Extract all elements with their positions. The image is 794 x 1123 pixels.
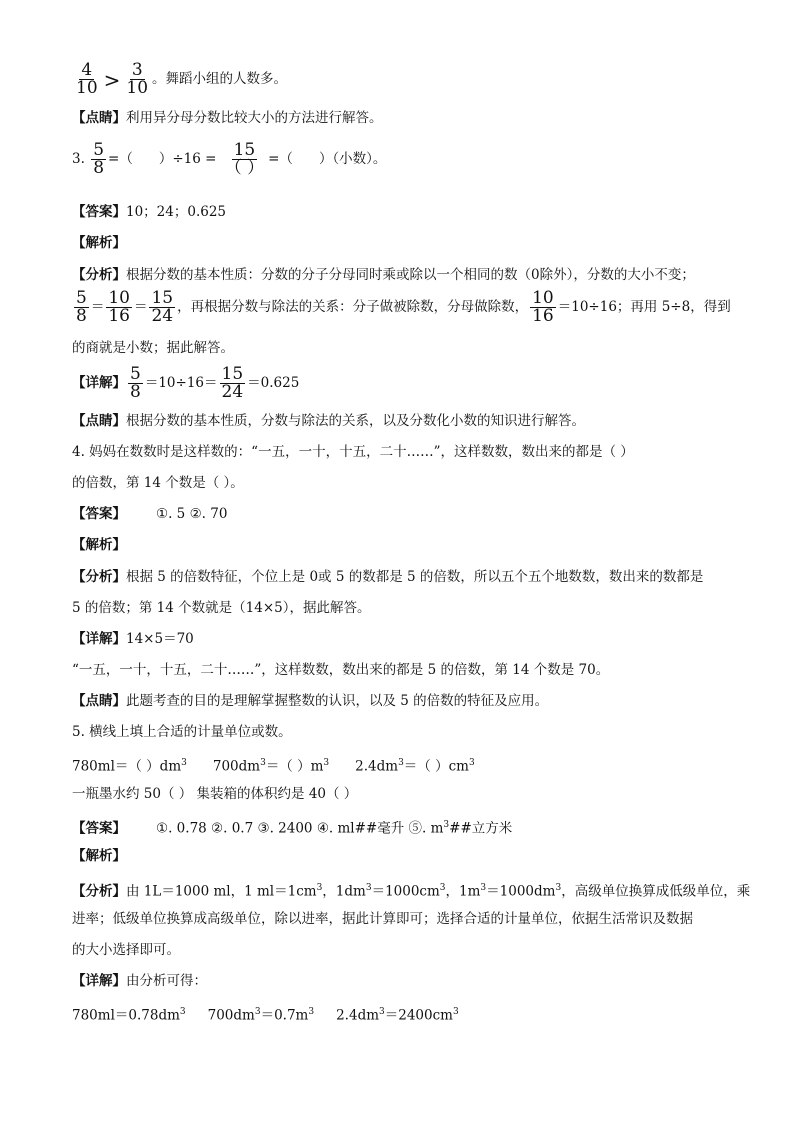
fraction-10-16: $\frac{10}{16}$ xyxy=(532,288,554,326)
q3-answer-line xyxy=(72,202,226,222)
q5-title-line: 5. 横线上填上合适的计量单位或数。 xyxy=(72,724,292,740)
q3-number: 3. xyxy=(72,151,85,167)
q5-row-2: 一瓶墨水约 50（ ） 集装箱的体积约是 40（ ） xyxy=(72,786,358,802)
q3-analysis-line-3: 的商就是小数；据此解答。 xyxy=(72,340,234,356)
greater-than-sign: > xyxy=(103,67,121,92)
q3-tip-line: 【点睛】根据分数的基本性质，分数与除法的关系，以及分数化小数的知识进行解答。 xyxy=(72,413,585,429)
q4-tip-line: 【点睛】此题考查的目的是理解掌握整数的认识，以及 5 的倍数的特征及应用。 xyxy=(72,693,549,709)
q3-question-line: 3. $\frac{5}{8}$ =（ ）÷16 = $\frac{15}{( )}$ =（ ）（小数）。 xyxy=(72,140,387,178)
q4-analysis-line-2: 5 的倍数；第 14 个数就是（14×5），据此解答。 xyxy=(72,600,371,616)
detail-tag: 【详解】 xyxy=(72,973,126,989)
q4-analysis-tag: 【解析】 xyxy=(72,537,126,553)
fraction-15-blank: $\frac{15}{( )}$ xyxy=(224,140,265,178)
q4-question-line-1: 4. 妈妈在数数时是这样数的：“一五，一十，十五，二十……”，这样数数，数出来的都是（ ） xyxy=(72,444,634,460)
fraction-15-24: $\frac{15}{24}$ xyxy=(221,364,244,402)
analysis-sub-tag: 【分析】 xyxy=(72,267,126,283)
detail-tag: 【详解】 xyxy=(72,631,126,647)
fraction-3-10: $\frac{3}{10}$ xyxy=(126,60,149,98)
q4-question-line-2: 的倍数，第 14 个数是（ ）。 xyxy=(72,475,244,491)
fraction-4-10: $\frac{4}{10}$ xyxy=(76,60,98,98)
tip-tag: 【点睛】 xyxy=(72,110,126,126)
q5-detail-line-2: $780ml=0.78dm^3$ $700dm^3=0.7m^3$ $2.4dm^3=2400cm^3$ xyxy=(72,1007,459,1024)
q5-row-1: 780ml＝（ ）$dm^3$ $700dm^3=$（ ）$m^3$ $2.4dm^3=$（ ）$cm^3$ xyxy=(72,758,475,775)
q5-answer-line: 【答案】 ①. 0.78 ②. 0.7 ③. 2400 ④. ml##毫升 ⑤. $m^3\#\#$立方米 xyxy=(72,820,513,837)
fraction-5-8: $\frac{5}{8}$ xyxy=(76,288,87,326)
q3-analysis-tag: 【解析】 xyxy=(72,235,126,251)
fraction-5-8: $\frac{5}{8}$ xyxy=(130,364,141,402)
q3-answer-text: 10；24；0.625 xyxy=(126,204,227,220)
answer-tag: 【答案】 xyxy=(72,506,126,522)
tip-tag: 【点睛】 xyxy=(72,413,126,429)
analysis-sub-tag: 【分析】 xyxy=(72,883,126,900)
answer-tag: 【答案】 xyxy=(72,204,126,220)
q2-tip-text: 利用异分母分数比较大小的方法进行解答。 xyxy=(126,110,383,126)
q3-analysis-line-2: $\frac{5}{8}$ ＝ $\frac{10}{16}$ ＝ $\frac{15}{24}$ ，再根据分数与除法的关系：分子做被除数，分母做除数， $\frac{10}{16}$ ＝10÷16；再用 5÷8，得到 xyxy=(76,288,731,326)
analysis-sub-tag: 【分析】 xyxy=(72,569,126,585)
q3-analysis-line-1: 【分析】根据分数的基本性质：分数的分子分母同时乘或除以一个相同的数（0除外），分数的大小不变； xyxy=(72,267,695,283)
fraction-5-8: $\frac{5}{8}$ xyxy=(93,140,105,178)
q5-analysis-line-3: 的大小选择即可。 xyxy=(72,942,180,958)
q5-analysis-tag: 【解析】 xyxy=(72,848,126,864)
q5-analysis-line-1: 【分析】由 1L＝1000 ml，1 $ml=1cm^3$，$1dm^3=1000cm^3$，$1m^3=1000dm^3$，高级单位换算成低级单位，乘 xyxy=(72,883,751,900)
q2-conclusion-text: 。舞蹈小组的人数多。 xyxy=(152,71,288,87)
q4-detail-line-1: 【详解】14×5＝70 xyxy=(72,631,194,647)
q2-tip-line xyxy=(72,108,383,128)
answer-tag: 【答案】 xyxy=(72,820,126,837)
q4-detail-line-2: “一五，一十，十五，二十……”，这样数数，数出来的都是 5 的倍数，第 14 个数是 70。 xyxy=(72,662,610,678)
detail-tag: 【详解】 xyxy=(72,375,126,391)
q5-analysis-line-2: 进率；低级单位换算成高级单位，除以进率，据此计算即可；选择合适的计量单位，依据生活常识及数据 xyxy=(72,911,693,927)
q4-answer-line: 【答案】 ①. 5 ②. 70 xyxy=(72,506,228,522)
tip-tag: 【点睛】 xyxy=(72,693,126,709)
q2-conclusion-line xyxy=(72,62,287,97)
fraction-10-16: $\frac{10}{16}$ xyxy=(108,288,130,326)
fraction-15-24: $\frac{15}{24}$ xyxy=(151,288,174,326)
q5-detail-line-1: 【详解】由分析可得： xyxy=(72,973,207,989)
q3-detail-line: 【详解】 $\frac{5}{8}$ ＝10÷16＝ $\frac{15}{24}$ ＝0.625 xyxy=(72,364,300,402)
q4-analysis-line-1: 【分析】根据 5 的倍数特征，个位上是 0或 5 的数都是 5 的倍数，所以五个五个地数数，数出来的数都是 xyxy=(72,569,704,585)
